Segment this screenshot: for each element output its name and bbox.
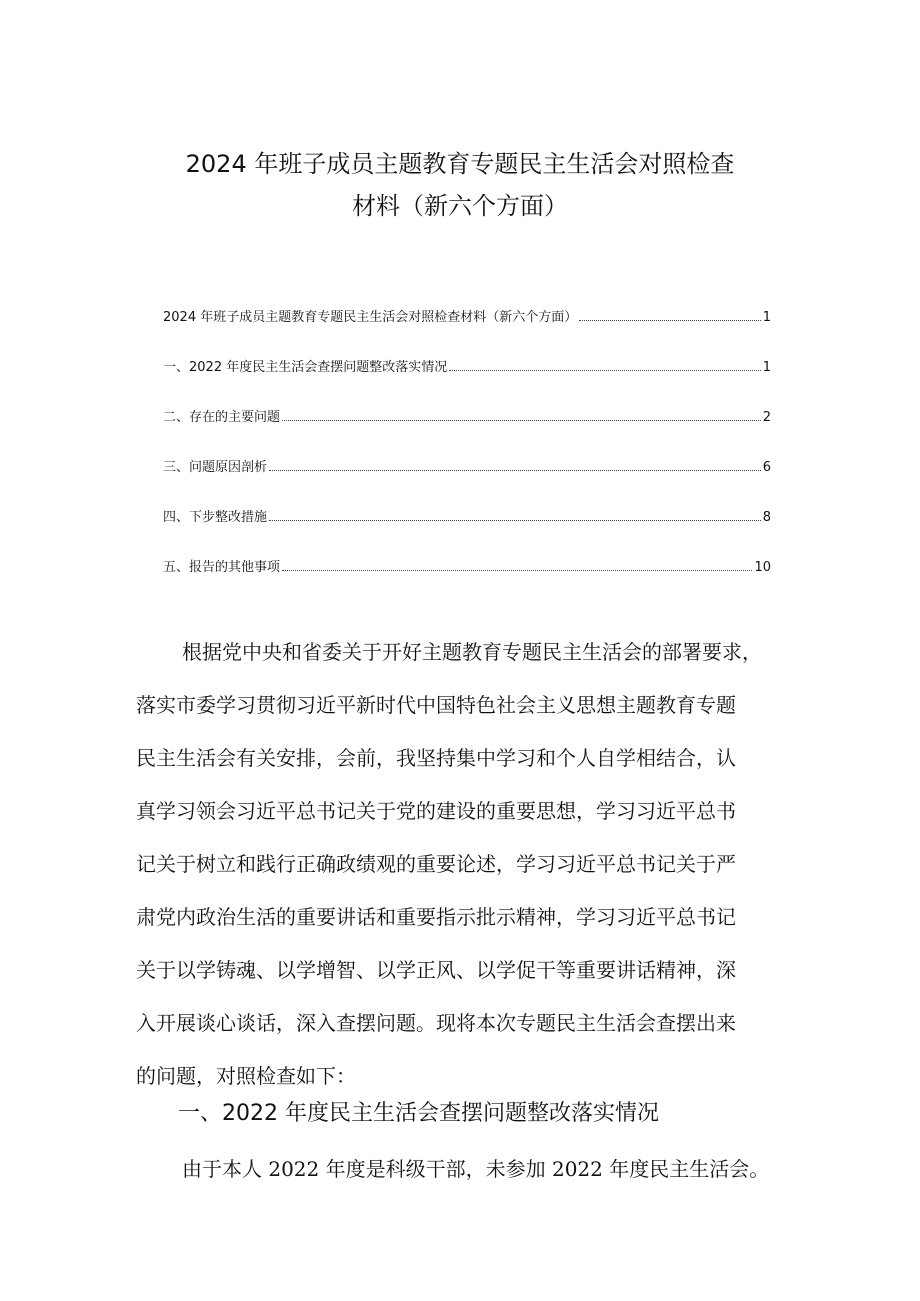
toc-entry-section-5[interactable]: [163, 555, 771, 575]
toc-entry-section-3[interactable]: [163, 455, 771, 475]
paragraph-line: 根据党中央和省委关于开好主题教育专题民主生活会的部署要求，: [182, 640, 762, 664]
toc-entry-section-2[interactable]: [163, 405, 771, 425]
paragraph-line: 记关于树立和践行正确政绩观的重要论述，学习习近平总书记关于严: [136, 852, 736, 876]
toc-entry-page: 8: [762, 510, 771, 525]
paragraph-line: 肃党内政治生活的重要讲话和重要指示批示精神，学习习近平总书记: [136, 905, 736, 929]
toc-entry-label: 四、下步整改措施: [163, 510, 268, 525]
toc-leader-dots: [269, 469, 761, 471]
paragraph-line: 的问题，对照检查如下：: [136, 1064, 356, 1088]
toc-entry-label: 五、报告的其他事项: [163, 560, 281, 575]
paragraph-line: 落实市委学习贯彻习近平新时代中国特色社会主义思想主题教育专题: [136, 693, 736, 717]
toc-entry-label: 三、问题原因剖析: [163, 460, 268, 475]
toc-entry-page: 1: [762, 310, 771, 325]
toc-entry-page: 2: [762, 410, 771, 425]
toc-entry-label: 2024 年班子成员主题教育专题民主生活会对照检查材料（新六个方面）: [163, 310, 578, 325]
section-1-text: 由于本人 2022 年度是科级干部，未参加 2022 年度民主生活会。: [182, 1157, 770, 1181]
toc-entry-label: 一、2022 年度民主生活会查摆问题整改落实情况: [163, 360, 448, 375]
toc-leader-dots: [282, 569, 752, 571]
document-title-line-2: 材料（新六个方面）: [352, 192, 568, 220]
toc-entry-section-1[interactable]: [163, 355, 771, 375]
toc-leader-dots: [282, 419, 761, 421]
paragraph-line: 关于以学铸魂、以学增智、以学正风、以学促干等重要讲话精神，深: [136, 958, 736, 982]
toc-entry-section-4[interactable]: [163, 505, 771, 525]
toc-leader-dots: [449, 369, 761, 371]
paragraph-line: 真学习领会习近平总书记关于党的建设的重要思想，学习习近平总书: [136, 799, 736, 823]
section-heading-1: 一、2022 年度民主生活会查摆问题整改落实情况: [178, 1101, 659, 1126]
toc-entry-label: 二、存在的主要问题: [163, 410, 281, 425]
toc-leader-dots: [269, 519, 761, 521]
paragraph-line: 民主生活会有关安排，会前，我坚持集中学习和个人自学相结合，认: [136, 746, 736, 770]
toc-entry-title[interactable]: [163, 305, 771, 325]
toc-entry-page: 1: [762, 360, 771, 375]
document-title-line-1: 2024 年班子成员主题教育专题民主生活会对照检查: [185, 150, 735, 178]
toc-entry-page: 10: [754, 560, 771, 575]
paragraph-line: 入开展谈心谈话，深入查摆问题。现将本次专题民主生活会查摆出来: [136, 1011, 736, 1035]
toc-leader-dots: [579, 319, 761, 321]
toc-entry-page: 6: [762, 460, 771, 475]
